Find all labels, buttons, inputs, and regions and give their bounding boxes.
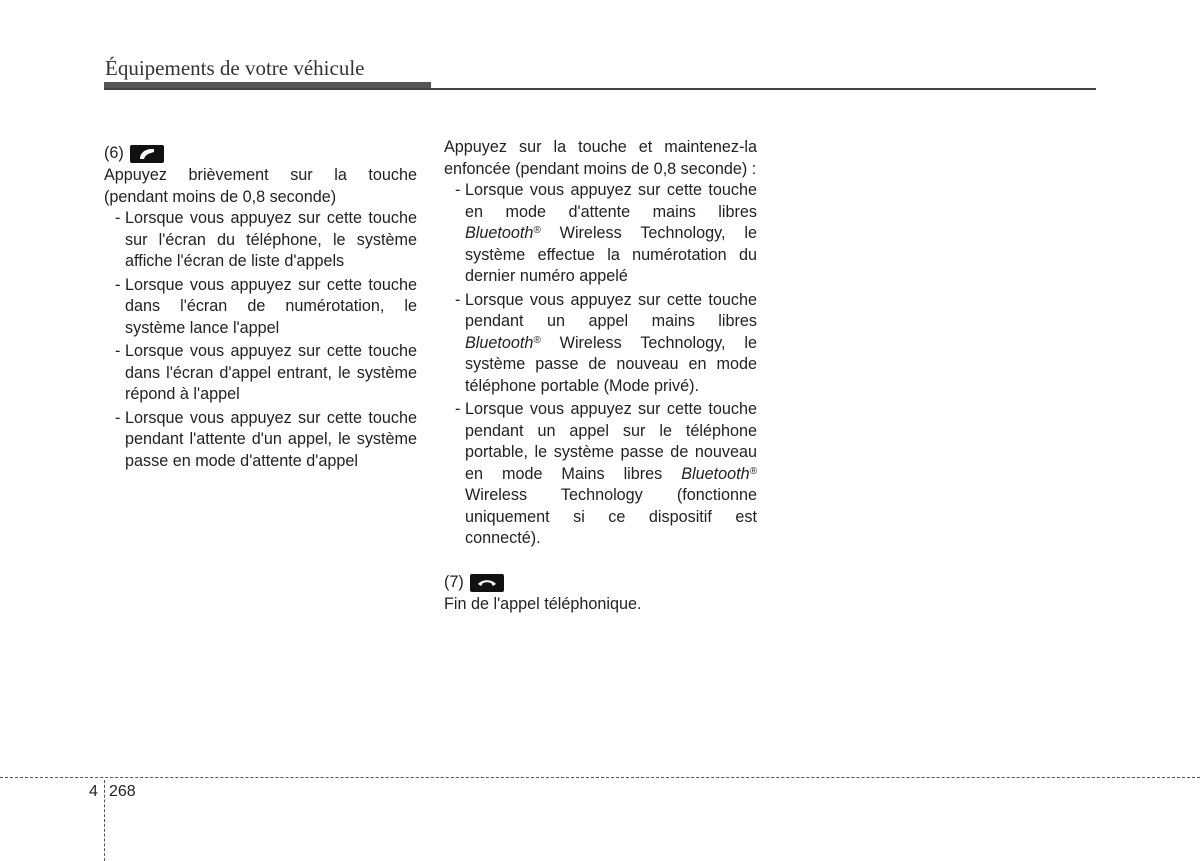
- marker-label: (6): [104, 144, 124, 163]
- section-6-intro: Appuyez brièvement sur la touche (pendant moins de 0,8 seconde): [104, 166, 417, 206]
- spacer: [444, 552, 757, 572]
- section-6-list: [104, 208, 417, 472]
- registered-mark: ®: [533, 334, 541, 346]
- page-number: 268: [109, 783, 136, 800]
- left-column: [104, 143, 417, 474]
- phone-end-call-icon: [470, 574, 504, 592]
- chapter-number: 4: [89, 783, 98, 800]
- list-item: - Lorsque vous appuyez sur cette touche sur l'écran du téléphone, le système affiche l'écran de liste d'appels: [104, 208, 417, 273]
- end-call-text: Fin de l'appel téléphonique.: [444, 594, 642, 613]
- registered-mark: ®: [533, 225, 541, 236]
- right-column: [444, 137, 757, 615]
- bluetooth-term: Bluetooth: [681, 464, 750, 483]
- long-press-intro: Appuyez sur la touche et maintenez-la enfoncée (pendant moins de 0,8 seconde) :: [444, 138, 757, 178]
- footer-rule: [0, 777, 1200, 778]
- bluetooth-term: Bluetooth: [465, 333, 534, 352]
- long-press-list: [444, 180, 757, 550]
- marker-label: (7): [444, 572, 464, 591]
- list-item: - Lorsque vous appuyez sur cette touche dans l'écran d'appel entrant, le système répond à l'appel: [104, 341, 417, 406]
- section-7-marker: [444, 572, 757, 594]
- header-rule: [104, 88, 1096, 90]
- phone-call-icon: [130, 145, 164, 163]
- list-item: - Lorsque vous appuyez sur cette touche pendant un appel sur le téléphone portable, le système passe de nouveau en mode Mains libres Bluetooth® Wireless Technology (fonctionne uniquement si ce dispositif est connecté).: [444, 399, 757, 550]
- registered-mark: ®: [749, 465, 757, 477]
- footer-vertical-rule: [104, 780, 105, 861]
- page-header-title: Équipements de votre véhicule: [105, 56, 365, 80]
- list-item: - Lorsque vous appuyez sur cette touche dans l'écran de numérotation, le système lance l'appel: [104, 275, 417, 340]
- bluetooth-term: Bluetooth: [465, 224, 534, 242]
- section-6-marker: [104, 143, 417, 165]
- list-item: - Lorsque vous appuyez sur cette touche en mode d'attente mains libres Bluetooth® Wireless Technology, le système effectue la numérotation du dernier numéro appelé: [444, 180, 757, 288]
- list-item: - Lorsque vous appuyez sur cette touche pendant l'attente d'un appel, le système passe en mode d'attente d'appel: [104, 408, 417, 473]
- list-item: - Lorsque vous appuyez sur cette touche pendant un appel mains libres Bluetooth® Wireless Technology, le système passe de nouveau en mode téléphone portable (Mode privé).: [444, 290, 757, 398]
